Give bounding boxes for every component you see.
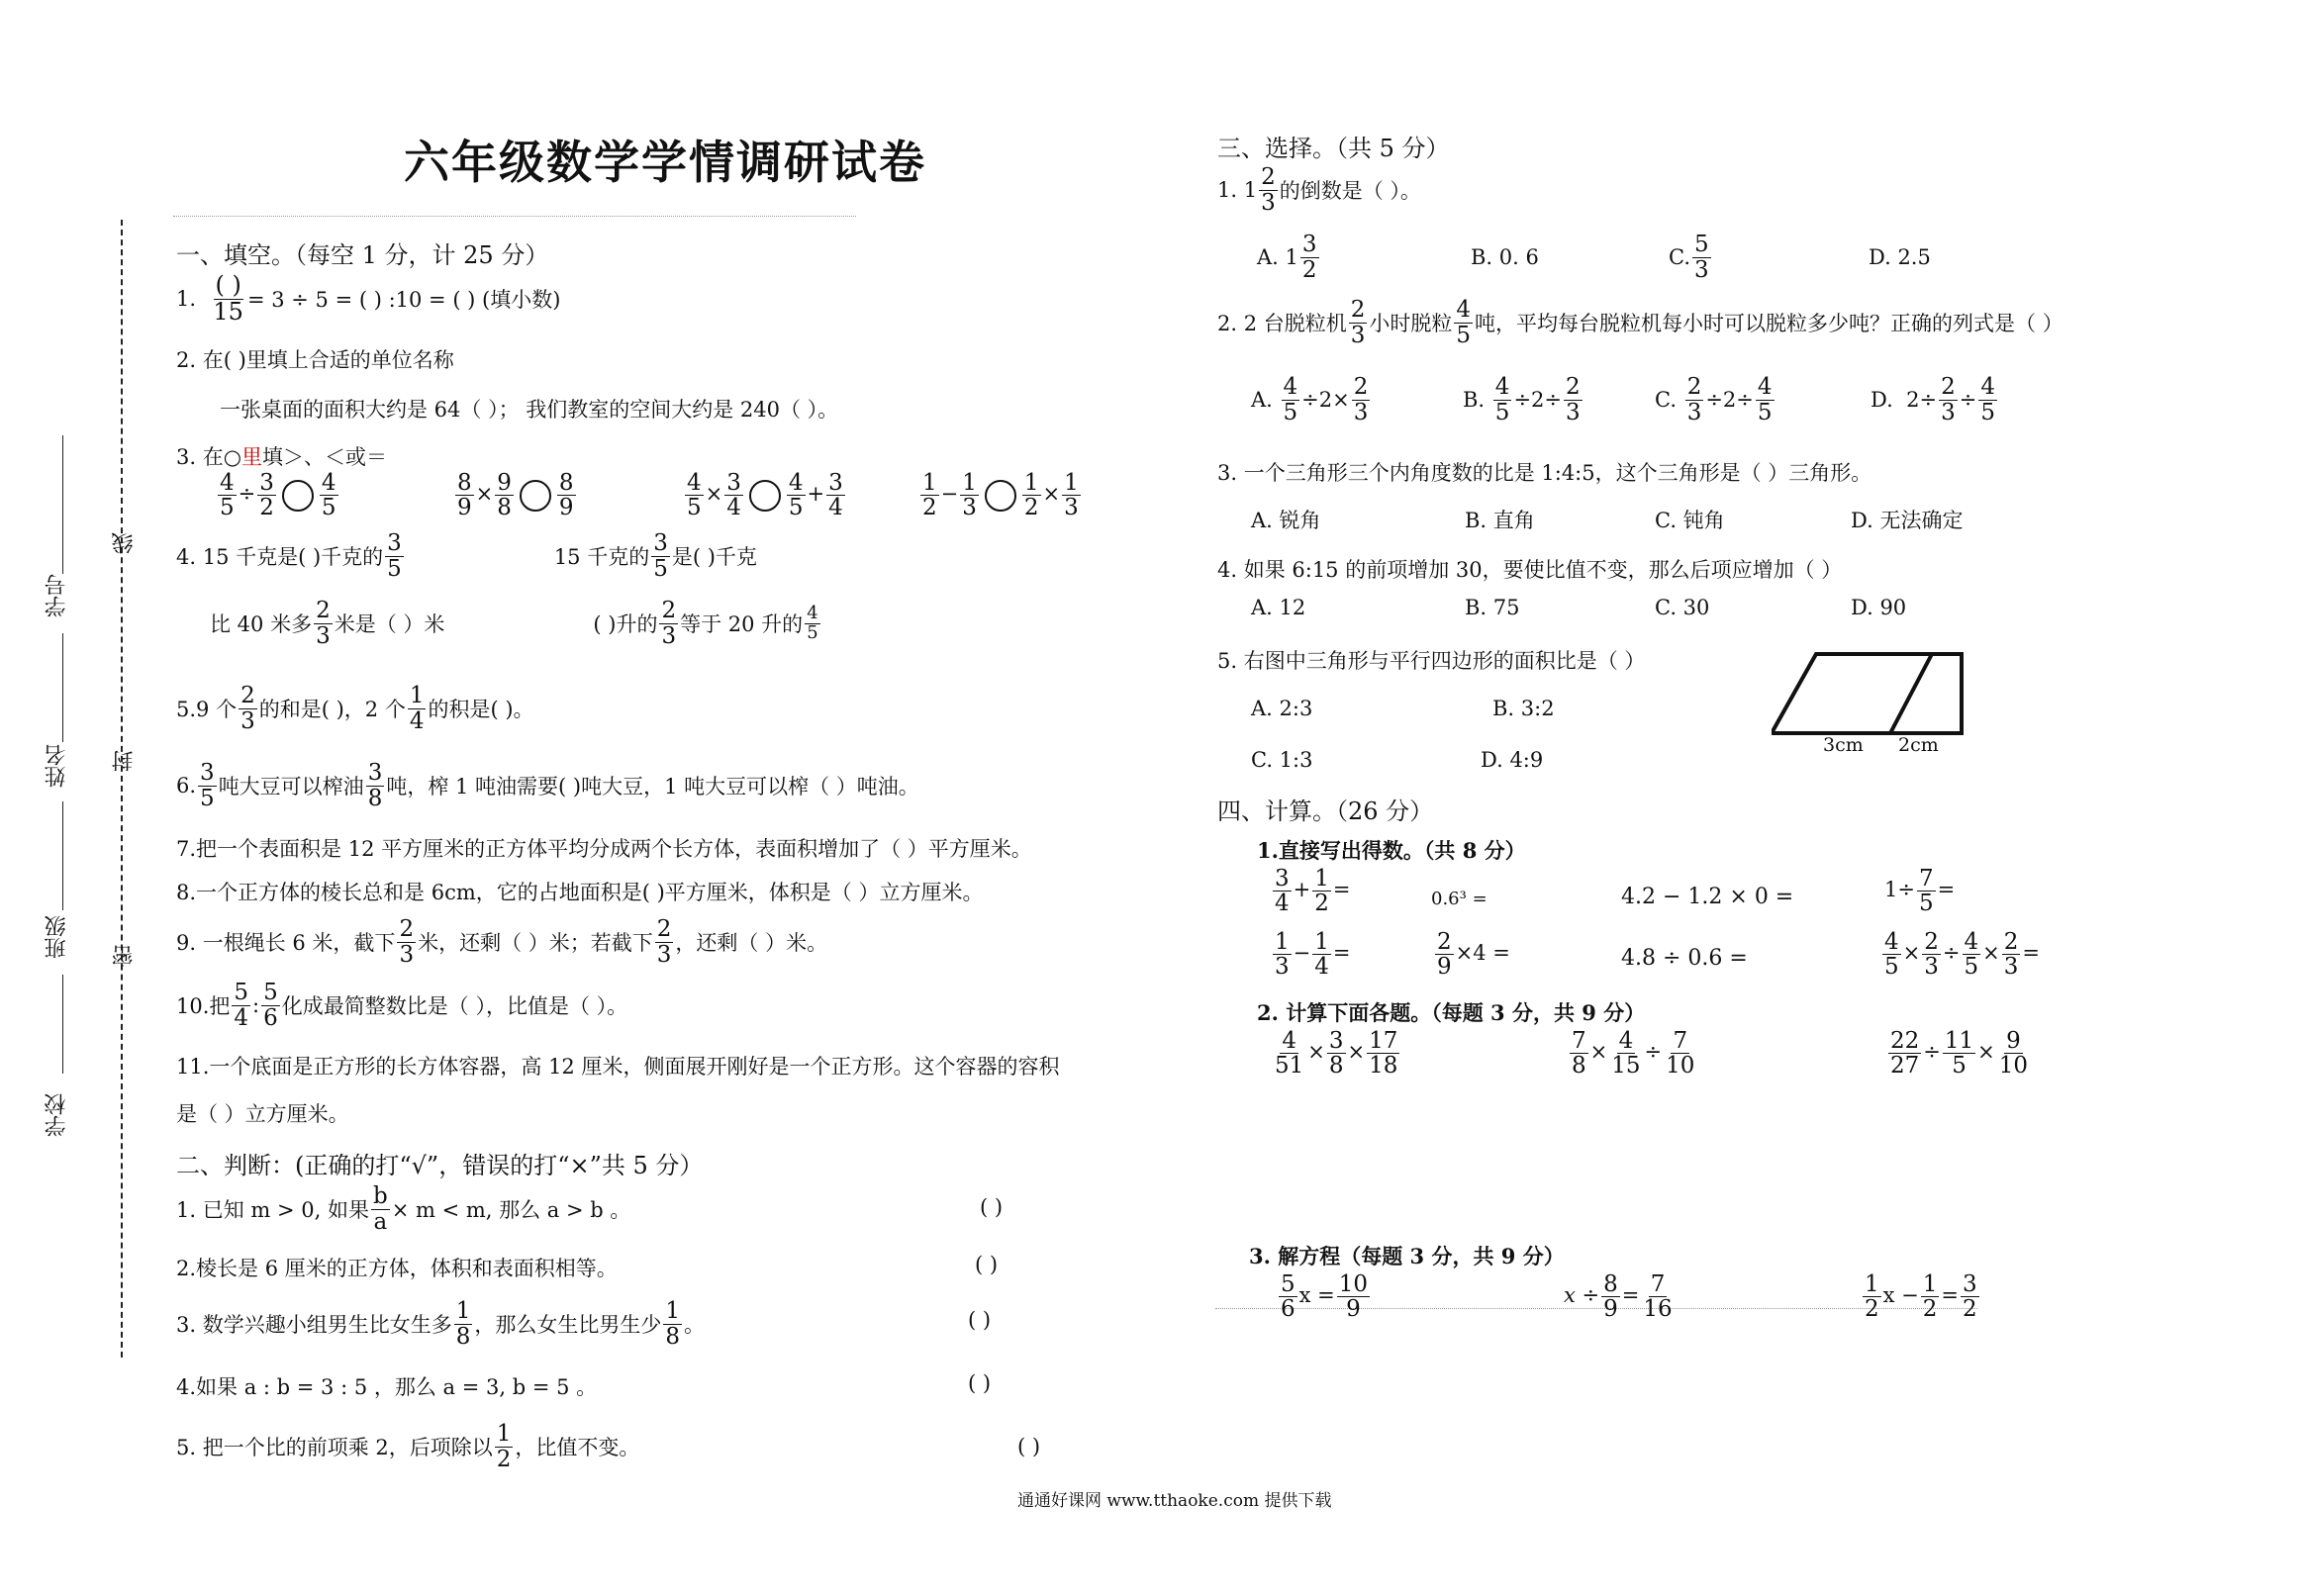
- s1-q2-b: 一张桌面的面积大约是 64（ ）； 我们教室的空间大约是 240（ ）。: [220, 398, 839, 422]
- s2-q3: 3. 数学兴趣小组男生比女生多 1 8 ，那么女生比男生少 1 8 。: [176, 1298, 705, 1350]
- s2-q5-answer[interactable]: ( ): [1017, 1435, 1041, 1458]
- section1-heading: 一、填空。（每空 1 分，计 25 分）: [176, 241, 549, 269]
- s2-q1: 1. 已知 m > 0, 如果 $\frac{b}{a}$ × m < m, 那么 a > b 。: [176, 1183, 631, 1235]
- s2-q5: 5. 把一个比的前项乘 2，后项除以 1 2 ，比值不变。: [176, 1421, 640, 1472]
- s3-q5: 5. 右图中三角形与平行四边形的面积比是（ ）: [1217, 649, 1646, 673]
- s1-q3-compare-3: $\frac{4}{5}$ × $\frac{3}{4}$ $\frac{4}{5}$ + $\frac{3}{4}$: [687, 470, 843, 521]
- s1-q1: 1. ( ) 15 = 3 ÷ 5 = ( ) :10 = ( ) (填小数): [176, 271, 561, 326]
- s3-q2-option-a[interactable]: A. 4 5 ÷2× 2 3: [1251, 374, 1369, 425]
- s1-q4-line1: 4. 15 千克是( )千克的 3 5 15 千克的 3 5 是( )千克: [176, 530, 757, 582]
- equation-3: $\frac{1}{2}$ x − $\frac{1}{2}$ = $\frac{3}{2}$: [1865, 1271, 1977, 1323]
- calc-1: $\frac{3}{4}$ + $\frac{1}{2}$ =: [1275, 866, 1351, 917]
- s1-q11-line1: 11.一个底面是正方形的长方体容器，高 12 厘米，侧面展开刚好是一个正方形。这个容器的容积: [176, 1055, 1060, 1079]
- section2-heading: 二、判断：(正确的打“√”，错误的打“×”共 5 分）: [176, 1152, 704, 1179]
- calc-5: $\frac{1}{3}$ − $\frac{1}{4}$ =: [1275, 929, 1351, 981]
- calc-6: $\frac{2}{9}$ ×4 =: [1437, 929, 1510, 981]
- s3-q3-option-b[interactable]: B. 直角: [1465, 509, 1535, 532]
- s4-sub1: 1.直接写出得数。（共 8 分）: [1257, 838, 1526, 863]
- s3-q4: 4. 如果 6:15 的前项增加 30，要使比值不变，那么后项应增加（ ）: [1217, 558, 1843, 582]
- triangle-divider: [1890, 654, 1932, 733]
- equation-2: x ÷ $\frac{8}{9}$ = $\frac{7}{16}$: [1564, 1271, 1673, 1323]
- s3-q3: 3. 一个三角形三个内角度数的比是 1:4:5，这个三角形是（ ）三角形。: [1217, 461, 1872, 485]
- section3-heading: 三、选择。（共 5 分）: [1217, 135, 1450, 162]
- s2-q2: 2.棱长是 6 厘米的正方体，体积和表面积相等。: [176, 1257, 618, 1280]
- calc-11: $\frac{22}{27}$ ÷ $\frac{11}{5}$ × $\frac{9}{10}$: [1890, 1028, 2029, 1080]
- calc-2: 0.6³ =: [1431, 889, 1487, 909]
- s1-q10: 10.把 5 4 : 5 6 化成最简整数比是（ ），比值是（ ）。: [176, 980, 628, 1031]
- xuexiao-field[interactable]: [62, 975, 63, 1074]
- s1-q8: 8.一个正方体的棱长总和是 6cm，它的占地面积是( )平方厘米，体积是（ ）立方厘米。: [176, 881, 984, 904]
- s1-q5: 5.9 个 2 3 的和是( )，2 个 1 4 的积是( )。: [176, 683, 534, 734]
- s3-q5-option-a[interactable]: A. 2:3: [1251, 697, 1313, 720]
- page-title: 六年级数学学情调研试卷: [404, 136, 926, 189]
- s3-q1-option-c[interactable]: C. 5 3: [1669, 232, 1709, 283]
- footer-text: 通通好课网 www.tthaoke.com 提供下载: [1017, 1491, 1332, 1511]
- s2-q1-answer[interactable]: ( ): [980, 1195, 1004, 1219]
- s1-q4-line2: 比 40 米多 2 3 米是（ ）米 ( )升的 2 3 等于 20 升的 4 5: [210, 598, 818, 649]
- s3-q1-option-a[interactable]: A. 1 3 2: [1257, 232, 1317, 283]
- xuehao-label: 学号: [45, 574, 69, 617]
- s2-q4: 4.如果 a : b = 3 : 5 ，那么 a = 3, b = 5 。: [176, 1375, 598, 1399]
- s1-q9: 9. 一根绳长 6 米，截下 2 3 米，还剩（ ）米；若截下 2 3 ，还剩（ ）米。: [176, 916, 828, 968]
- s3-q2-option-d[interactable]: D. 2÷ 2 3 ÷ 4 5: [1871, 374, 1995, 425]
- s3-q3-option-c[interactable]: C. 钝角: [1655, 509, 1725, 532]
- binding-line: [121, 220, 123, 1358]
- figure-label-2cm: 2cm: [1898, 734, 1939, 756]
- s3-q4-option-d[interactable]: D. 90: [1851, 596, 1907, 619]
- s3-q4-option-a[interactable]: A. 12: [1251, 596, 1306, 619]
- calc-4: 1÷ $\frac{7}{5}$ =: [1884, 866, 1956, 917]
- s3-q5-option-c[interactable]: C. 1:3: [1251, 748, 1313, 772]
- s1-q1-fraction: ( ) 15: [213, 271, 243, 326]
- xuexiao-label: 学校: [45, 1093, 69, 1137]
- s3-q2-option-c[interactable]: C. 2 3 ÷2÷ 4 5: [1655, 374, 1773, 425]
- s2-q3-answer[interactable]: ( ): [968, 1308, 992, 1332]
- xuehao-field[interactable]: [62, 435, 63, 574]
- s1-q3-compare-4: $\frac{1}{2}$ − $\frac{1}{3}$ $\frac{1}{2}$ × $\frac{1}{3}$: [922, 470, 1079, 521]
- s1-q3: 3. 在○里填＞、＜或＝: [176, 445, 388, 469]
- parallelogram-figure: [1772, 648, 1979, 757]
- s1-q2-a: 2. 在( )里填上合适的单位名称: [176, 348, 454, 372]
- title-divider: [173, 216, 856, 217]
- section4-heading: 四、计算。（26 分）: [1217, 798, 1434, 825]
- s1-q3-compare-1: $\frac{4}{5}$ ÷ $\frac{3}{2}$ $\frac{4}{5}$: [220, 470, 336, 521]
- equation-1: $\frac{5}{6}$ x = $\frac{10}{9}$: [1281, 1271, 1369, 1323]
- s3-q2: 2. 2 台脱粒机 2 3 小时脱粒 4 5 吨，平均每台脱粒机每小时可以脱粒多少吨？正确的列式是（ ）: [1217, 297, 2063, 348]
- s1-q7: 7.把一个表面积是 12 平方厘米的正方体平均分成两个长方体，表面积增加了（ ）平方厘米。: [176, 837, 1032, 861]
- feng-label: 封: [112, 750, 137, 772]
- xian-label: 线: [112, 532, 137, 554]
- compare-circle[interactable]: [985, 480, 1016, 512]
- parallelogram-shape: [1772, 654, 1962, 733]
- banji-label: 班级: [45, 915, 69, 959]
- s3-q3-option-a[interactable]: A. 锐角: [1251, 509, 1321, 532]
- s1-q6: 6. 3 5 吨大豆可以榨油 3 8 吨，榨 1 吨油需要( )吨大豆，1 吨大豆可以榨（ ）吨油。: [176, 760, 919, 811]
- s2-q4-answer[interactable]: ( ): [968, 1371, 992, 1395]
- compare-circle[interactable]: [282, 480, 314, 512]
- banji-field[interactable]: [62, 801, 63, 910]
- s2-q2-answer[interactable]: ( ): [975, 1253, 999, 1276]
- s3-q1: 1. 1 2 3 的倒数是（ ）。: [1217, 164, 1421, 216]
- compare-circle[interactable]: [520, 480, 551, 512]
- s3-q3-option-d[interactable]: D. 无法确定: [1851, 509, 1964, 532]
- calc-8: $\frac{4}{5}$ × $\frac{2}{3}$ ÷ $\frac{4}{5}$ × $\frac{2}{3}$ =: [1884, 929, 2040, 981]
- s1-q11-line2: 是（ ）立方厘米。: [176, 1102, 349, 1126]
- s4-sub3: 3. 解方程（每题 3 分，共 9 分）: [1249, 1244, 1565, 1268]
- calc-9: $\frac{4}{51}$ × $\frac{3}{8}$ × $\frac{17}{18}$: [1275, 1028, 1398, 1080]
- mi-label: 密: [112, 945, 137, 967]
- xingming-label: 姓名: [45, 744, 69, 788]
- compare-circle[interactable]: [749, 480, 781, 512]
- s3-q4-option-c[interactable]: C. 30: [1655, 596, 1710, 619]
- s3-q2-option-b[interactable]: B. 4 5 ÷2÷ 2 3: [1463, 374, 1581, 425]
- s1-q3-compare-2: $\frac{8}{9}$ × $\frac{9}{8}$ $\frac{8}{9}$: [457, 470, 574, 521]
- s3-q5-option-b[interactable]: B. 3:2: [1492, 697, 1555, 720]
- s4-sub2: 2. 计算下面各题。（每题 3 分，共 9 分）: [1257, 1000, 1646, 1025]
- s3-q4-option-b[interactable]: B. 75: [1465, 596, 1520, 619]
- calc-7: 4.8 ÷ 0.6 =: [1621, 946, 1748, 971]
- calc-3: 4.2 − 1.2 × 0 =: [1621, 885, 1794, 909]
- xingming-field[interactable]: [62, 633, 63, 742]
- s3-q5-option-d[interactable]: D. 4:9: [1481, 748, 1544, 772]
- figure-label-3cm: 3cm: [1823, 734, 1864, 756]
- calc-10: $\frac{7}{8}$ × $\frac{4}{15}$ ÷ $\frac{7}{10}$: [1572, 1028, 1695, 1080]
- s3-q1-option-d[interactable]: D. 2.5: [1869, 245, 1931, 269]
- s3-q1-option-b[interactable]: B. 0. 6: [1471, 245, 1539, 269]
